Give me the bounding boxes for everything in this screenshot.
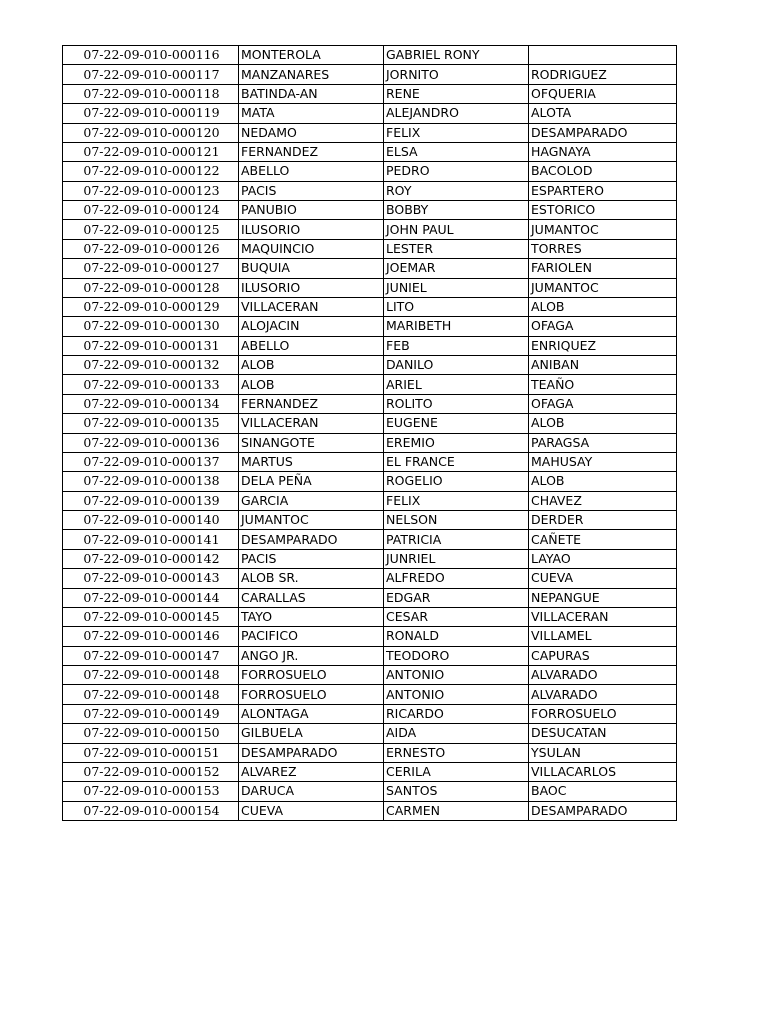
surname-cell: PACIS xyxy=(239,549,384,568)
record-code-cell: 07-22-09-010-000126 xyxy=(63,239,239,258)
table-row xyxy=(63,704,677,723)
first-name-cell: LITO xyxy=(384,297,529,316)
first-name-cell: FEB xyxy=(384,336,529,355)
first-name-cell: JUNIEL xyxy=(384,278,529,297)
record-code-cell: 07-22-09-010-000117 xyxy=(63,65,239,84)
table-row xyxy=(63,317,677,336)
table-row xyxy=(63,356,677,375)
middle-name-cell: FARIOLEN xyxy=(529,259,677,278)
record-code-cell: 07-22-09-010-000116 xyxy=(63,46,239,65)
record-code-cell: 07-22-09-010-000131 xyxy=(63,336,239,355)
table-row xyxy=(63,84,677,103)
record-code-cell: 07-22-09-010-000143 xyxy=(63,569,239,588)
table-row xyxy=(63,724,677,743)
surname-cell: DELA PEÑA xyxy=(239,472,384,491)
surname-cell: GILBUELA xyxy=(239,724,384,743)
table-row xyxy=(63,65,677,84)
record-code-cell: 07-22-09-010-000132 xyxy=(63,356,239,375)
middle-name-cell: ALOB xyxy=(529,472,677,491)
first-name-cell: FELIX xyxy=(384,123,529,142)
middle-name-cell: VILLACERAN xyxy=(529,607,677,626)
middle-name-cell: OFQUERIA xyxy=(529,84,677,103)
table-row xyxy=(63,375,677,394)
record-code-cell: 07-22-09-010-000151 xyxy=(63,743,239,762)
record-code-cell: 07-22-09-010-000137 xyxy=(63,452,239,471)
table-row xyxy=(63,452,677,471)
first-name-cell: ARIEL xyxy=(384,375,529,394)
middle-name-cell xyxy=(529,46,677,65)
middle-name-cell: CUEVA xyxy=(529,569,677,588)
middle-name-cell: JUMANTOC xyxy=(529,278,677,297)
surname-cell: PACIS xyxy=(239,181,384,200)
first-name-cell: GABRIEL RONY xyxy=(384,46,529,65)
surname-cell: FERNANDEZ xyxy=(239,142,384,161)
record-code-cell: 07-22-09-010-000130 xyxy=(63,317,239,336)
surname-cell: BUQUIA xyxy=(239,259,384,278)
middle-name-cell: RODRIGUEZ xyxy=(529,65,677,84)
records-table-body xyxy=(63,46,677,821)
first-name-cell: ROGELIO xyxy=(384,472,529,491)
middle-name-cell: BACOLOD xyxy=(529,162,677,181)
table-row xyxy=(63,511,677,530)
surname-cell: ALOB SR. xyxy=(239,569,384,588)
middle-name-cell: DERDER xyxy=(529,511,677,530)
table-row xyxy=(63,104,677,123)
first-name-cell: CARMEN xyxy=(384,801,529,820)
first-name-cell: AIDA xyxy=(384,724,529,743)
surname-cell: DESAMPARADO xyxy=(239,530,384,549)
table-row xyxy=(63,743,677,762)
table-row xyxy=(63,297,677,316)
surname-cell: DARUCA xyxy=(239,782,384,801)
record-code-cell: 07-22-09-010-000146 xyxy=(63,627,239,646)
middle-name-cell: PARAGSA xyxy=(529,433,677,452)
surname-cell: CUEVA xyxy=(239,801,384,820)
record-code-cell: 07-22-09-010-000127 xyxy=(63,259,239,278)
surname-cell: VILLACERAN xyxy=(239,297,384,316)
middle-name-cell: LAYAO xyxy=(529,549,677,568)
record-code-cell: 07-22-09-010-000148 xyxy=(63,685,239,704)
records-table xyxy=(62,45,677,821)
first-name-cell: ROLITO xyxy=(384,394,529,413)
surname-cell: JUMANTOC xyxy=(239,511,384,530)
middle-name-cell: MAHUSAY xyxy=(529,452,677,471)
table-row xyxy=(63,530,677,549)
surname-cell: ALOB xyxy=(239,356,384,375)
first-name-cell: JORNITO xyxy=(384,65,529,84)
middle-name-cell: CAPURAS xyxy=(529,646,677,665)
table-row xyxy=(63,569,677,588)
first-name-cell: ROY xyxy=(384,181,529,200)
surname-cell: MONTEROLA xyxy=(239,46,384,65)
record-code-cell: 07-22-09-010-000133 xyxy=(63,375,239,394)
table-row xyxy=(63,336,677,355)
first-name-cell: ANTONIO xyxy=(384,685,529,704)
table-row xyxy=(63,588,677,607)
table-row xyxy=(63,801,677,820)
first-name-cell: RENE xyxy=(384,84,529,103)
first-name-cell: TEODORO xyxy=(384,646,529,665)
first-name-cell: ELSA xyxy=(384,142,529,161)
middle-name-cell: ENRIQUEZ xyxy=(529,336,677,355)
middle-name-cell: YSULAN xyxy=(529,743,677,762)
record-code-cell: 07-22-09-010-000141 xyxy=(63,530,239,549)
first-name-cell: PEDRO xyxy=(384,162,529,181)
first-name-cell: ALFREDO xyxy=(384,569,529,588)
surname-cell: NEDAMO xyxy=(239,123,384,142)
middle-name-cell: ALVARADO xyxy=(529,685,677,704)
middle-name-cell: OFAGA xyxy=(529,394,677,413)
record-code-cell: 07-22-09-010-000119 xyxy=(63,104,239,123)
table-row xyxy=(63,433,677,452)
record-code-cell: 07-22-09-010-000154 xyxy=(63,801,239,820)
table-row xyxy=(63,239,677,258)
table-row xyxy=(63,46,677,65)
middle-name-cell: VILLACARLOS xyxy=(529,762,677,781)
surname-cell: ALOJACIN xyxy=(239,317,384,336)
record-code-cell: 07-22-09-010-000125 xyxy=(63,220,239,239)
surname-cell: CARALLAS xyxy=(239,588,384,607)
record-code-cell: 07-22-09-010-000121 xyxy=(63,142,239,161)
surname-cell: FERNANDEZ xyxy=(239,394,384,413)
surname-cell: ALVAREZ xyxy=(239,762,384,781)
first-name-cell: ERNESTO xyxy=(384,743,529,762)
table-row xyxy=(63,549,677,568)
first-name-cell: MARIBETH xyxy=(384,317,529,336)
record-code-cell: 07-22-09-010-000135 xyxy=(63,414,239,433)
record-code-cell: 07-22-09-010-000150 xyxy=(63,724,239,743)
surname-cell: FORROSUELO xyxy=(239,685,384,704)
first-name-cell: FELIX xyxy=(384,491,529,510)
middle-name-cell: DESUCATAN xyxy=(529,724,677,743)
record-code-cell: 07-22-09-010-000128 xyxy=(63,278,239,297)
surname-cell: ABELLO xyxy=(239,162,384,181)
table-row xyxy=(63,666,677,685)
middle-name-cell: FORROSUELO xyxy=(529,704,677,723)
table-row xyxy=(63,685,677,704)
record-code-cell: 07-22-09-010-000134 xyxy=(63,394,239,413)
table-row xyxy=(63,627,677,646)
first-name-cell: JOHN PAUL xyxy=(384,220,529,239)
table-row xyxy=(63,491,677,510)
surname-cell: FORROSUELO xyxy=(239,666,384,685)
middle-name-cell: ANIBAN xyxy=(529,356,677,375)
table-row xyxy=(63,162,677,181)
middle-name-cell: JUMANTOC xyxy=(529,220,677,239)
surname-cell: ALOB xyxy=(239,375,384,394)
table-row xyxy=(63,123,677,142)
surname-cell: VILLACERAN xyxy=(239,414,384,433)
table-row xyxy=(63,278,677,297)
record-code-cell: 07-22-09-010-000148 xyxy=(63,666,239,685)
surname-cell: ANGO JR. xyxy=(239,646,384,665)
table-row xyxy=(63,762,677,781)
record-code-cell: 07-22-09-010-000152 xyxy=(63,762,239,781)
surname-cell: ILUSORIO xyxy=(239,278,384,297)
table-row xyxy=(63,394,677,413)
record-code-cell: 07-22-09-010-000120 xyxy=(63,123,239,142)
surname-cell: DESAMPARADO xyxy=(239,743,384,762)
table-row xyxy=(63,472,677,491)
surname-cell: ABELLO xyxy=(239,336,384,355)
surname-cell: ALONTAGA xyxy=(239,704,384,723)
surname-cell: MARTUS xyxy=(239,452,384,471)
record-code-cell: 07-22-09-010-000138 xyxy=(63,472,239,491)
middle-name-cell: ALOB xyxy=(529,297,677,316)
surname-cell: PACIFICO xyxy=(239,627,384,646)
middle-name-cell: DESAMPARADO xyxy=(529,801,677,820)
record-code-cell: 07-22-09-010-000122 xyxy=(63,162,239,181)
table-row xyxy=(63,607,677,626)
surname-cell: SINANGOTE xyxy=(239,433,384,452)
first-name-cell: CERILA xyxy=(384,762,529,781)
middle-name-cell: NEPANGUE xyxy=(529,588,677,607)
middle-name-cell: ALOTA xyxy=(529,104,677,123)
first-name-cell: NELSON xyxy=(384,511,529,530)
record-code-cell: 07-22-09-010-000153 xyxy=(63,782,239,801)
surname-cell: TAYO xyxy=(239,607,384,626)
middle-name-cell: VILLAMEL xyxy=(529,627,677,646)
table-row xyxy=(63,414,677,433)
surname-cell: PANUBIO xyxy=(239,201,384,220)
middle-name-cell: TEAÑO xyxy=(529,375,677,394)
record-code-cell: 07-22-09-010-000147 xyxy=(63,646,239,665)
first-name-cell: JOEMAR xyxy=(384,259,529,278)
record-code-cell: 07-22-09-010-000142 xyxy=(63,549,239,568)
surname-cell: GARCIA xyxy=(239,491,384,510)
middle-name-cell: ALVARADO xyxy=(529,666,677,685)
middle-name-cell: CAÑETE xyxy=(529,530,677,549)
middle-name-cell: ESPARTERO xyxy=(529,181,677,200)
first-name-cell: CESAR xyxy=(384,607,529,626)
record-code-cell: 07-22-09-010-000140 xyxy=(63,511,239,530)
surname-cell: MAQUINCIO xyxy=(239,239,384,258)
surname-cell: BATINDA-AN xyxy=(239,84,384,103)
record-code-cell: 07-22-09-010-000139 xyxy=(63,491,239,510)
first-name-cell: EDGAR xyxy=(384,588,529,607)
first-name-cell: SANTOS xyxy=(384,782,529,801)
record-code-cell: 07-22-09-010-000149 xyxy=(63,704,239,723)
first-name-cell: PATRICIA xyxy=(384,530,529,549)
middle-name-cell: BAOC xyxy=(529,782,677,801)
record-code-cell: 07-22-09-010-000124 xyxy=(63,201,239,220)
middle-name-cell: OFAGA xyxy=(529,317,677,336)
middle-name-cell: ESTORICO xyxy=(529,201,677,220)
surname-cell: MANZANARES xyxy=(239,65,384,84)
middle-name-cell: TORRES xyxy=(529,239,677,258)
record-code-cell: 07-22-09-010-000123 xyxy=(63,181,239,200)
record-code-cell: 07-22-09-010-000145 xyxy=(63,607,239,626)
record-code-cell: 07-22-09-010-000144 xyxy=(63,588,239,607)
first-name-cell: ALEJANDRO xyxy=(384,104,529,123)
table-row xyxy=(63,646,677,665)
first-name-cell: EUGENE xyxy=(384,414,529,433)
table-row xyxy=(63,220,677,239)
first-name-cell: ANTONIO xyxy=(384,666,529,685)
table-row xyxy=(63,259,677,278)
table-row xyxy=(63,142,677,161)
first-name-cell: EREMIO xyxy=(384,433,529,452)
table-row xyxy=(63,782,677,801)
middle-name-cell: DESAMPARADO xyxy=(529,123,677,142)
first-name-cell: RONALD xyxy=(384,627,529,646)
middle-name-cell: HAGNAYA xyxy=(529,142,677,161)
middle-name-cell: ALOB xyxy=(529,414,677,433)
surname-cell: ILUSORIO xyxy=(239,220,384,239)
first-name-cell: JUNRIEL xyxy=(384,549,529,568)
surname-cell: MATA xyxy=(239,104,384,123)
table-row xyxy=(63,201,677,220)
middle-name-cell: CHAVEZ xyxy=(529,491,677,510)
table-row xyxy=(63,181,677,200)
first-name-cell: DANILO xyxy=(384,356,529,375)
first-name-cell: EL FRANCE xyxy=(384,452,529,471)
record-code-cell: 07-22-09-010-000136 xyxy=(63,433,239,452)
record-code-cell: 07-22-09-010-000118 xyxy=(63,84,239,103)
first-name-cell: BOBBY xyxy=(384,201,529,220)
first-name-cell: LESTER xyxy=(384,239,529,258)
first-name-cell: RICARDO xyxy=(384,704,529,723)
record-code-cell: 07-22-09-010-000129 xyxy=(63,297,239,316)
